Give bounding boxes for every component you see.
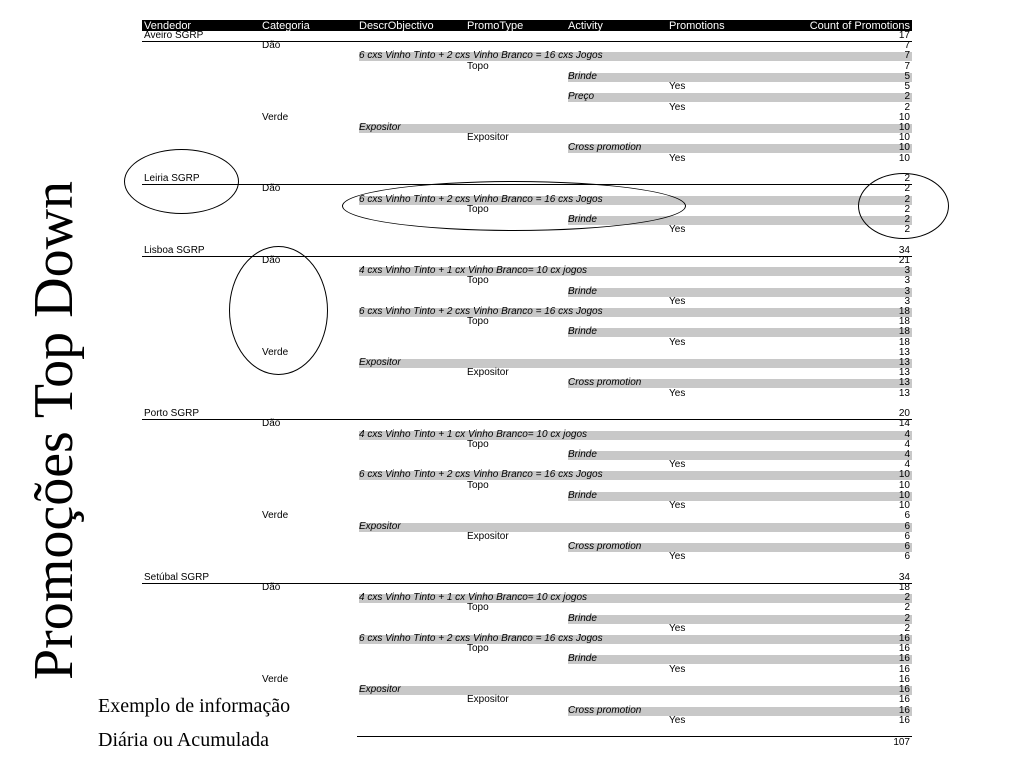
- row-label: Lisboa SGRP: [144, 244, 205, 256]
- table-row: [142, 82, 912, 92]
- row-label: Expositor: [467, 132, 509, 144]
- row-label: Brinde: [568, 449, 597, 461]
- table-row: [142, 491, 912, 501]
- row-count: 6: [904, 530, 910, 542]
- row-count: 10: [898, 111, 910, 123]
- row-count: 10: [898, 142, 910, 154]
- table-row: [142, 72, 912, 82]
- row-count: 3: [904, 265, 910, 277]
- table-row: [142, 614, 912, 624]
- row-count: 16: [898, 632, 910, 644]
- row-count: 3: [904, 295, 910, 307]
- table-row: [142, 654, 912, 664]
- highlight-ellipse-descr: [342, 181, 686, 231]
- row-label: 4 cxs Vinho Tinto + 1 cx Vinho Branco= 10 cx jogos: [359, 592, 588, 604]
- table-row: [142, 235, 912, 245]
- row-count: 16: [898, 663, 910, 675]
- row-count: 10: [898, 489, 910, 501]
- slide-title: Promoções Top Down: [23, 180, 85, 680]
- table-header-row: [142, 20, 912, 31]
- table-row: [142, 430, 912, 440]
- table-row: [142, 675, 912, 685]
- row-label: Cross promotion: [568, 541, 642, 552]
- table-row: [142, 532, 912, 542]
- table-row: [142, 644, 912, 654]
- row-count: 16: [898, 673, 910, 685]
- row-label: Brinde: [568, 70, 597, 82]
- row-count: 2: [904, 173, 910, 185]
- row-label: 6 cxs Vinho Tinto + 2 cxs Vinho Branco = 16 cxs Jogos: [359, 632, 603, 644]
- header-vendedor: Vendedor: [144, 20, 192, 32]
- table-row: [142, 593, 912, 603]
- row-count: 7: [904, 60, 910, 72]
- row-highlight-bar: [568, 93, 912, 102]
- highlight-ellipse-count: [858, 173, 949, 239]
- row-label: Brinde: [568, 653, 597, 665]
- row-label: Dão: [262, 40, 281, 52]
- row-count: 16: [898, 653, 910, 665]
- table-row: [142, 409, 912, 419]
- row-count: 18: [898, 581, 910, 593]
- row-label: Brinde: [568, 326, 597, 338]
- row-label: Setúbal SGRP: [144, 571, 210, 583]
- row-count: 2: [904, 183, 910, 195]
- row-count: 18: [898, 326, 910, 338]
- row-label: Expositor: [467, 530, 509, 542]
- header-promotype: PromoType: [467, 20, 524, 32]
- row-label: Dão: [262, 581, 281, 593]
- row-count: 10: [898, 152, 910, 164]
- row-count: 2: [904, 612, 910, 624]
- table-row: [142, 501, 912, 511]
- row-count: 13: [898, 377, 910, 389]
- row-label: Yes: [669, 295, 686, 307]
- row-highlight-bar: [359, 359, 912, 368]
- table-row: [142, 123, 912, 133]
- header-promotions: Promotions: [669, 20, 725, 32]
- row-label: 6 cxs Vinho Tinto + 2 cxs Vinho Branco = 16 cxs Jogos: [359, 469, 603, 481]
- table-row: [142, 665, 912, 675]
- row-count: 3: [904, 285, 910, 297]
- row-label: Verde: [262, 346, 289, 358]
- table-row: [142, 368, 912, 378]
- caption-line-2: Diária ou Acumulada: [98, 729, 270, 751]
- row-count: 16: [898, 714, 910, 726]
- row-label: Yes: [669, 152, 686, 164]
- header-activity: Activity: [568, 20, 603, 32]
- row-label: 4 cxs Vinho Tinto + 1 cx Vinho Branco= 10 cx jogos: [359, 428, 588, 440]
- row-count: 16: [898, 684, 910, 696]
- row-label: Yes: [669, 663, 686, 675]
- row-count: 21: [898, 254, 910, 266]
- row-count: 16: [898, 694, 910, 706]
- row-count: 18: [898, 316, 910, 328]
- row-highlight-bar: [568, 328, 912, 337]
- table-row: [142, 92, 912, 102]
- row-count: 2: [904, 193, 910, 205]
- table-row: [142, 143, 912, 153]
- row-count: 3: [904, 275, 910, 287]
- row-label: Topo: [467, 316, 489, 328]
- row-label: Cross promotion: [568, 704, 642, 716]
- row-highlight-bar: [568, 655, 912, 664]
- row-count: 10: [898, 121, 910, 133]
- row-count: 2: [904, 224, 910, 236]
- row-count: 2: [904, 622, 910, 634]
- row-label: 6 cxs Vinho Tinto + 2 cxs Vinho Branco = 16 cxs Jogos: [359, 50, 603, 62]
- row-count: 6: [904, 520, 910, 532]
- row-label: Yes: [669, 622, 686, 634]
- row-label: Verde: [262, 510, 289, 522]
- table-row: [142, 450, 912, 460]
- row-label: Cross promotion: [568, 142, 642, 154]
- row-label: Expositor: [467, 367, 509, 379]
- row-count: 16: [898, 704, 910, 716]
- table-row: [142, 440, 912, 450]
- row-count: 18: [898, 305, 910, 317]
- row-label: Topo: [467, 438, 489, 450]
- row-count: 10: [898, 500, 910, 512]
- row-label: Expositor: [467, 694, 509, 706]
- row-highlight-bar: [568, 285, 912, 297]
- table-row: [142, 399, 912, 409]
- table-row: [142, 562, 912, 572]
- row-label: Dão: [262, 418, 281, 430]
- row-highlight-bar: [568, 451, 912, 460]
- row-label: Leiria SGRP: [144, 173, 200, 185]
- row-label: Topo: [467, 275, 489, 287]
- row-label: Yes: [669, 101, 686, 113]
- row-label: Verde: [262, 111, 289, 123]
- row-highlight-bar: [359, 686, 912, 695]
- row-label: Yes: [669, 81, 686, 93]
- row-count: 2: [904, 592, 910, 604]
- row-label: 4 cxs Vinho Tinto + 1 cx Vinho Branco= 10 cx jogos: [359, 265, 588, 277]
- row-label: Yes: [669, 459, 686, 471]
- table-row: [142, 685, 912, 695]
- header-count-of-promotions: Count of Promotions: [809, 20, 910, 32]
- row-label: Preço: [568, 91, 595, 103]
- row-label: Expositor: [359, 121, 401, 133]
- table-row: [142, 481, 912, 491]
- row-label: Topo: [467, 60, 489, 72]
- row-count: 2: [904, 602, 910, 614]
- row-count: 18: [898, 336, 910, 348]
- row-count: 13: [898, 367, 910, 379]
- row-highlight-bar: [568, 612, 912, 624]
- row-label: Dão: [262, 183, 281, 195]
- row-count: 5: [904, 81, 910, 93]
- row-count: 10: [898, 479, 910, 491]
- table-row: [142, 634, 912, 644]
- table-row: [142, 542, 912, 552]
- row-count: 2: [904, 213, 910, 225]
- row-count: 34: [898, 244, 910, 256]
- row-count: 2: [904, 91, 910, 103]
- row-label: 6 cxs Vinho Tinto + 2 cxs Vinho Branco = 16 cxs Jogos: [359, 193, 603, 205]
- row-label: Yes: [669, 336, 686, 348]
- row-label: Verde: [262, 673, 289, 685]
- table-row: [142, 603, 912, 613]
- table-row: [142, 31, 912, 41]
- table-row: [142, 154, 912, 164]
- table-row: [142, 164, 912, 174]
- row-count: 2: [904, 203, 910, 215]
- row-count: 4: [904, 459, 910, 471]
- row-count: 7: [904, 50, 910, 62]
- row-count: 2: [904, 101, 910, 113]
- row-count: 34: [898, 571, 910, 583]
- row-count: 5: [904, 70, 910, 82]
- table-row: [142, 62, 912, 72]
- row-label: Yes: [669, 500, 686, 512]
- row-label: Expositor: [359, 520, 401, 532]
- header-categoria: Categoria: [262, 20, 310, 32]
- row-label: 6 cxs Vinho Tinto + 2 cxs Vinho Branco = 16 cxs Jogos: [359, 305, 603, 317]
- row-highlight-bar: [568, 70, 912, 82]
- row-label: Expositor: [359, 684, 401, 696]
- row-count: 13: [898, 346, 910, 358]
- row-highlight-bar: [359, 520, 912, 532]
- row-count: 4: [904, 428, 910, 440]
- row-count: 6: [904, 510, 910, 522]
- table-row: [142, 133, 912, 143]
- row-count: 6: [904, 551, 910, 563]
- row-count: 4: [904, 449, 910, 461]
- table-row: [142, 552, 912, 562]
- row-label: Topo: [467, 643, 489, 655]
- table-row: [142, 511, 912, 521]
- table-row: [142, 573, 912, 583]
- row-label: Yes: [669, 714, 686, 726]
- row-label: Topo: [467, 602, 489, 614]
- row-count: 14: [898, 418, 910, 430]
- row-count: 4: [904, 438, 910, 450]
- row-label: Brinde: [568, 285, 597, 297]
- table-row: [142, 113, 912, 123]
- highlight-ellipse-categoria: [229, 246, 328, 375]
- table-row: [142, 51, 912, 61]
- highlight-ellipse-leiria: [124, 149, 239, 214]
- row-label: Expositor: [359, 357, 401, 369]
- grand-total-line: [357, 736, 912, 737]
- row-count: 10: [898, 469, 910, 481]
- row-count: 13: [898, 387, 910, 399]
- table-row: [142, 389, 912, 399]
- table-row: [142, 470, 912, 480]
- caption-line-1: Exemplo de informação: [98, 695, 291, 717]
- header-descrobjectivo: DescrObjectivo: [359, 20, 434, 32]
- row-count: 13: [898, 357, 910, 369]
- row-count: 7: [904, 40, 910, 52]
- row-label: Aveiro SGRP: [144, 30, 204, 41]
- table-row: [142, 378, 912, 388]
- row-label: Topo: [467, 479, 489, 491]
- row-label: Cross promotion: [568, 377, 642, 389]
- row-highlight-bar: [568, 489, 912, 501]
- row-count: 16: [898, 643, 910, 655]
- table-row: [142, 522, 912, 532]
- row-label: Dão: [262, 254, 281, 266]
- row-count: 17: [898, 30, 910, 41]
- row-highlight-bar: [359, 121, 912, 133]
- row-count: 10: [898, 132, 910, 144]
- row-count: 20: [898, 408, 910, 420]
- row-label: Brinde: [568, 612, 597, 624]
- grand-total-value: 107: [893, 737, 910, 749]
- row-count: 6: [904, 541, 910, 552]
- row-label: Brinde: [568, 213, 597, 225]
- row-label: Yes: [669, 551, 686, 563]
- row-label: Brinde: [568, 489, 597, 501]
- row-label: Yes: [669, 387, 686, 399]
- row-label: Porto SGRP: [144, 408, 200, 420]
- row-label: Yes: [669, 224, 686, 236]
- row-label: Topo: [467, 203, 489, 215]
- table-row: [142, 103, 912, 113]
